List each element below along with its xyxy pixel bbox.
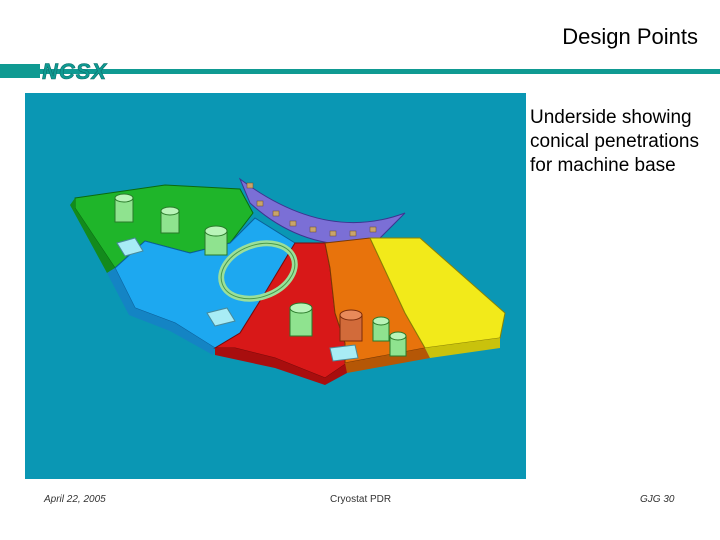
ncsx-logo: NCSX: [42, 59, 108, 84]
cryostat-base-illustration: [25, 93, 526, 479]
footer-date: April 22, 2005: [44, 494, 106, 505]
slide-caption: Underside showing conical penetrations for machine base: [530, 107, 699, 176]
header-divider: [0, 69, 720, 74]
plate-3: [330, 345, 358, 361]
cryostat-base-image: [25, 93, 526, 479]
slide-title: Design Points: [562, 24, 698, 49]
footer-page-number: GJG 30: [640, 494, 675, 505]
footer-center-text: Cryostat PDR: [330, 494, 392, 505]
